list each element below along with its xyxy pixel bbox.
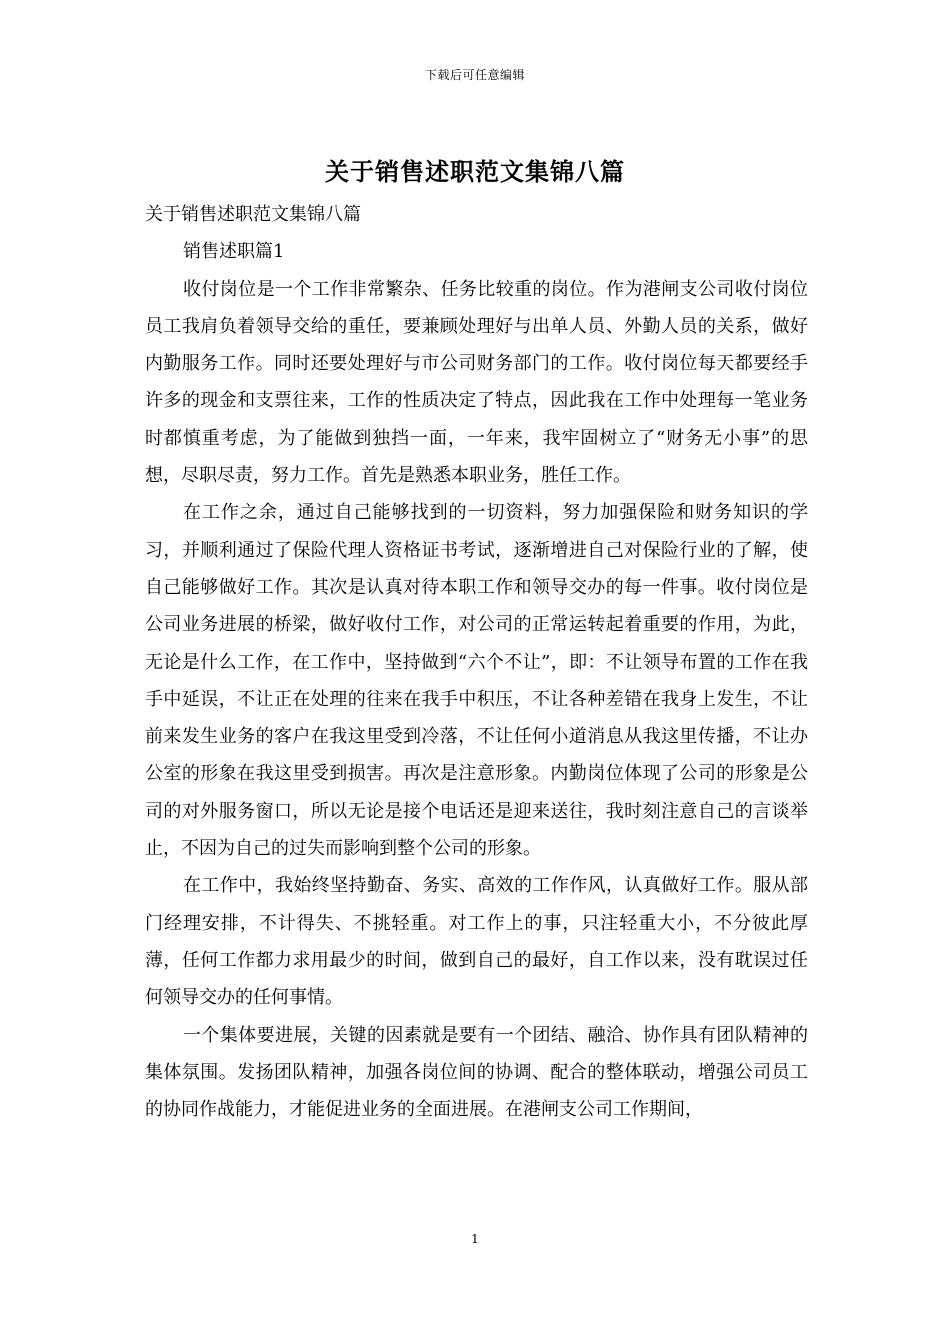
paragraph: 在工作中，我始终坚持勤奋、务实、高效的工作作风，认真做好工作。服从部门经理安排，不计得失、不挑轻重。对工作上的事，只注轻重大小，不分彼此厚薄，任何工作都力求用最少的时间，做到自己的最好，自工作以来，没有耽误过任何领导交办的任何事情。	[145, 875, 808, 1009]
document-subtitle: 关于销售述职范文集锦八篇	[145, 204, 361, 225]
paragraph: 收付岗位是一个工作非常繁杂、任务比较重的岗位。作为港闸支公司收付岗位员工我肩负着领导交给的重任，要兼顾处理好与出单人员、外勤人员的关系，做好内勤服务工作。同时还要处理好与市公司财务部门的工作。收付岗位每天都要经手许多的现金和支票往来，工作的性质决定了特点，因此我在工作中处理每一笔业务时都慎重考虑，为了能做到独挡一面，一年来，我牢固树立了“财务无小事”的思想，尽职尽责，努力工作。首先是熟悉本职业务，胜任工作。	[145, 278, 808, 487]
header-note: 下载后可任意编辑	[424, 68, 525, 82]
document-title: 关于销售述职范文集锦八篇	[325, 157, 625, 186]
paragraph: 一个集体要进展，关键的因素就是要有一个团结、融洽、协作具有团队精神的集体氛围。发扬团队精神，加强各岗位间的协调、配合的整体联动，增强公司员工的协同作战能力，才能促进业务的全面进展。在港闸支公司工作期间，	[145, 1024, 808, 1121]
paragraph: 在工作之余，通过自己能够找到的一切资料，努力加强保险和财务知识的学习，并顺利通过了保险代理人资格证书考试，逐渐增进自己对保险行业的了解，使自己能够做好工作。其次是认真对待本职工作和领导交办的每一件事。收付岗位是公司业务进展的桥梁，做好收付工作，对公司的正常运转起着重要的作用，为此，无论是什么工作，在工作中，坚持做到“六个不让”，即：不让领导布置的工作在我手中延误，不让正在处理的往来在我手中积压，不让各种差错在我身上发生，不让前来发生业务的客户在我这里受到冷落，不让任何小道消息从我这里传播，不让办公室的形象在我这里受到损害。再次是注意形象。内勤岗位体现了公司的形象是公司的对外服务窗口，所以无论是接个电话还是迎来送往，我时刻注意自己的言谈举止，不因为自己的过失而影响到整个公司的形象。	[145, 502, 808, 860]
section-heading: 销售述职篇1	[183, 241, 285, 263]
document-body	[145, 196, 808, 1128]
page-number: 1	[471, 1232, 479, 1246]
